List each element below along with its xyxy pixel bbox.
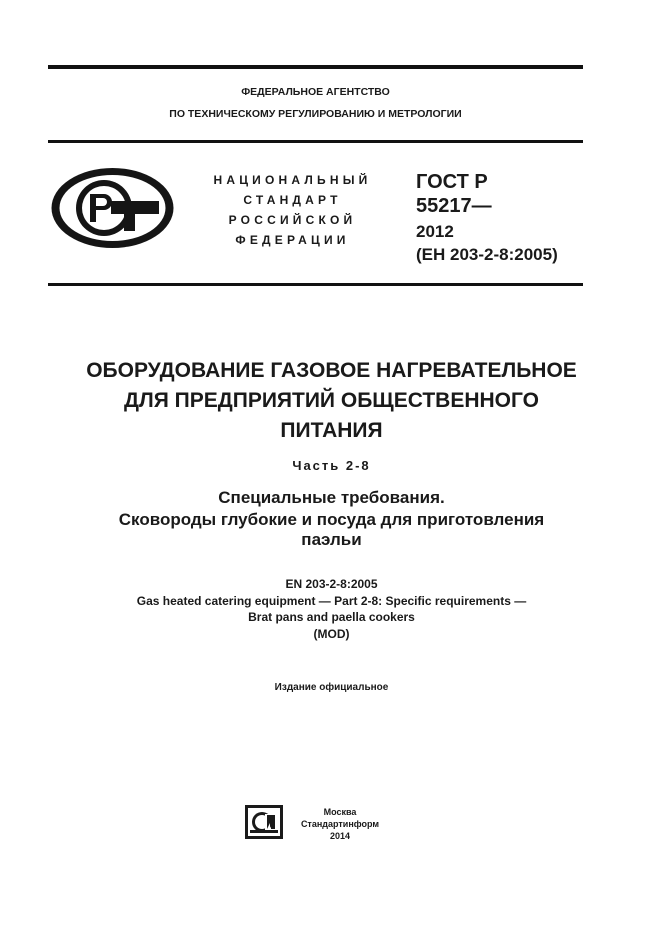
- en-standard-code: EN 203-2-8:2005: [285, 577, 378, 591]
- standard-line-1: НАЦИОНАЛЬНЫЙ: [213, 173, 372, 187]
- agency-line-2: ПО ТЕХНИЧЕСКОМУ РЕГУЛИРОВАНИЮ И МЕТРОЛОГИИ: [169, 108, 462, 120]
- publisher-name: Стандартинформ: [300, 819, 380, 829]
- standard-line-4: ФЕДЕРАЦИИ: [235, 233, 350, 247]
- gost-en-reference: (ЕН 203-2-8:2005): [416, 245, 558, 264]
- rst-logo-icon: [49, 166, 176, 250]
- publisher-city: Москва: [323, 807, 357, 817]
- en-title-line-1: Gas heated catering equipment — Part 2-8: Specific requirements —: [136, 594, 527, 608]
- title-line-2: ДЛЯ ПРЕДПРИЯТИЙ ОБЩЕСТВЕННОГО: [124, 389, 539, 412]
- subtitle-line-2: Сковороды глубокие и посуда для приготовления: [118, 510, 545, 529]
- agency-line-1: ФЕДЕРАЛЬНОЕ АГЕНТСТВО: [241, 86, 390, 98]
- en-modification: (MOD): [313, 627, 350, 641]
- edition-label: Издание официальное: [274, 682, 389, 693]
- gost-designation: ГОСТ Р: [416, 171, 488, 193]
- section-rule: [48, 283, 583, 286]
- title-line-1: ОБОРУДОВАНИЕ ГАЗОВОЕ НАГРЕВАТЕЛЬНОЕ: [86, 359, 577, 382]
- standartinform-logo-icon: [245, 805, 283, 839]
- standard-line-3: РОССИЙСКОЙ: [228, 213, 357, 227]
- part-number: Часть 2-8: [292, 458, 371, 473]
- publication-year: 2014: [329, 831, 351, 841]
- gost-year: 2012: [416, 222, 454, 241]
- top-rule: [48, 65, 583, 69]
- gost-number: 55217—: [416, 195, 492, 217]
- header-rule: [48, 140, 583, 143]
- title-line-3: ПИТАНИЯ: [280, 419, 383, 442]
- subtitle-line-3: паэльи: [301, 530, 362, 549]
- standard-line-2: СТАНДАРТ: [243, 193, 342, 207]
- en-title-line-2: Brat pans and paella cookers: [248, 610, 415, 624]
- subtitle-line-1: Специальные требования.: [218, 488, 445, 507]
